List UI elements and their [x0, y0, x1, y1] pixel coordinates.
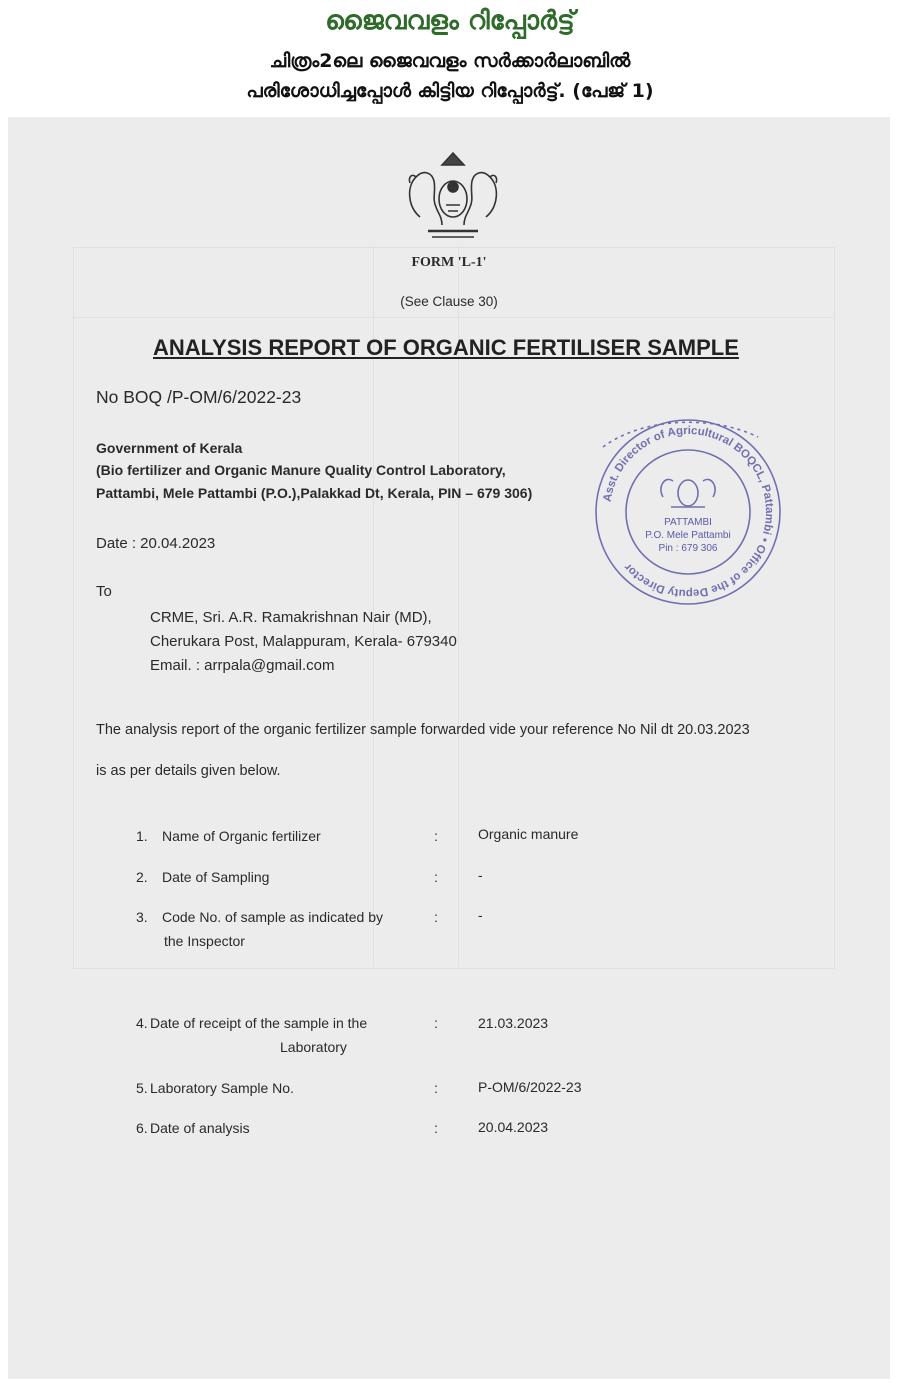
item-colon: : [434, 1015, 438, 1031]
seal-ring-text: Asst. Director of Agricultural BOQCL, Pattambi • Office of the Deputy Director [601, 424, 776, 600]
issuer-lab-line1: (Bio fertilizer and Organic Manure Quality Control Laboratory, [96, 462, 506, 478]
page-subheading-line1: ചിത്രം2ലെ ജൈവവളം സർക്കാർലാബിൽ [269, 50, 631, 72]
seal-center-line1: PATTAMBI [664, 517, 712, 528]
item-label: Code No. of sample as indicated by [162, 909, 384, 925]
form-number: FORM 'L-1' [411, 255, 487, 270]
item-number: 6. [136, 1120, 148, 1136]
item-colon: : [434, 1120, 438, 1136]
item-label-continued: the Inspector [164, 933, 245, 949]
recipient-email: Email. : arrpala@gmail.com [150, 657, 335, 674]
item-label: Laboratory Sample No. [150, 1080, 294, 1096]
item-label-continued: Laboratory [280, 1039, 347, 1055]
item-label: Date of analysis [150, 1120, 250, 1136]
item-colon: : [434, 1080, 438, 1096]
issuer-lab-line2: Pattambi, Mele Pattambi (P.O.),Palakkad Dt, Kerala, PIN – 679 306) [96, 485, 533, 501]
item-colon: : [434, 828, 438, 844]
item-colon: : [434, 869, 438, 885]
scanned-report-page [8, 117, 890, 1379]
page-subheading-line2: പരിശോധിച്ചപ്പോൾ കിട്ടിയ റിപ്പോർട്ട്. (പേജ് 1) [246, 80, 654, 102]
recipient-to: To [96, 583, 112, 600]
item-number: 5. [136, 1080, 148, 1096]
form-clause: (See Clause 30) [400, 294, 498, 309]
item-number: 1. [136, 828, 148, 844]
item-value: P-OM/6/2022-23 [478, 1079, 582, 1095]
item-number: 2. [136, 869, 148, 885]
item-number: 3. [136, 909, 148, 925]
item-value: 21.03.2023 [478, 1015, 549, 1031]
kerala-emblem-icon [398, 147, 508, 243]
item-number: 4. [136, 1015, 148, 1031]
item-label: Date of receipt of the sample in the [150, 1015, 368, 1031]
item-colon: : [434, 909, 438, 925]
item-value: Organic manure [478, 826, 579, 842]
report-date: Date : 20.04.2023 [96, 535, 216, 552]
reference-number: No BOQ /P-OM/6/2022-23 [96, 387, 302, 407]
issuer-government: Government of Kerala [96, 440, 243, 456]
recipient-address-line1: CRME, Sri. A.R. Ramakrishnan Nair (MD), [150, 609, 432, 626]
seal-center-line3: Pin : 679 306 [658, 543, 718, 554]
intro-text-line2: is as per details given below. [96, 763, 281, 779]
seal-center-line2: P.O. Mele Pattambi [645, 530, 731, 541]
intro-text-line1: The analysis report of the organic fertilizer sample forwarded vide your reference No Nil dt 20.03.2023 [96, 722, 750, 738]
page-heading: ജൈവവളം റിപ്പോർട്ട് [325, 6, 575, 36]
item-value: - [478, 867, 483, 883]
office-seal-stamp [583, 407, 793, 617]
item-label: Name of Organic fertilizer [162, 828, 321, 844]
item-label: Date of Sampling [162, 869, 270, 885]
report-title: ANALYSIS REPORT OF ORGANIC FERTILISER SAMPLE [153, 335, 739, 360]
item-value: 20.04.2023 [478, 1119, 549, 1135]
bleed-through-line [73, 317, 833, 318]
recipient-address-line2: Cherukara Post, Malappuram, Kerala- 679340 [150, 633, 457, 650]
item-value: - [478, 907, 483, 923]
